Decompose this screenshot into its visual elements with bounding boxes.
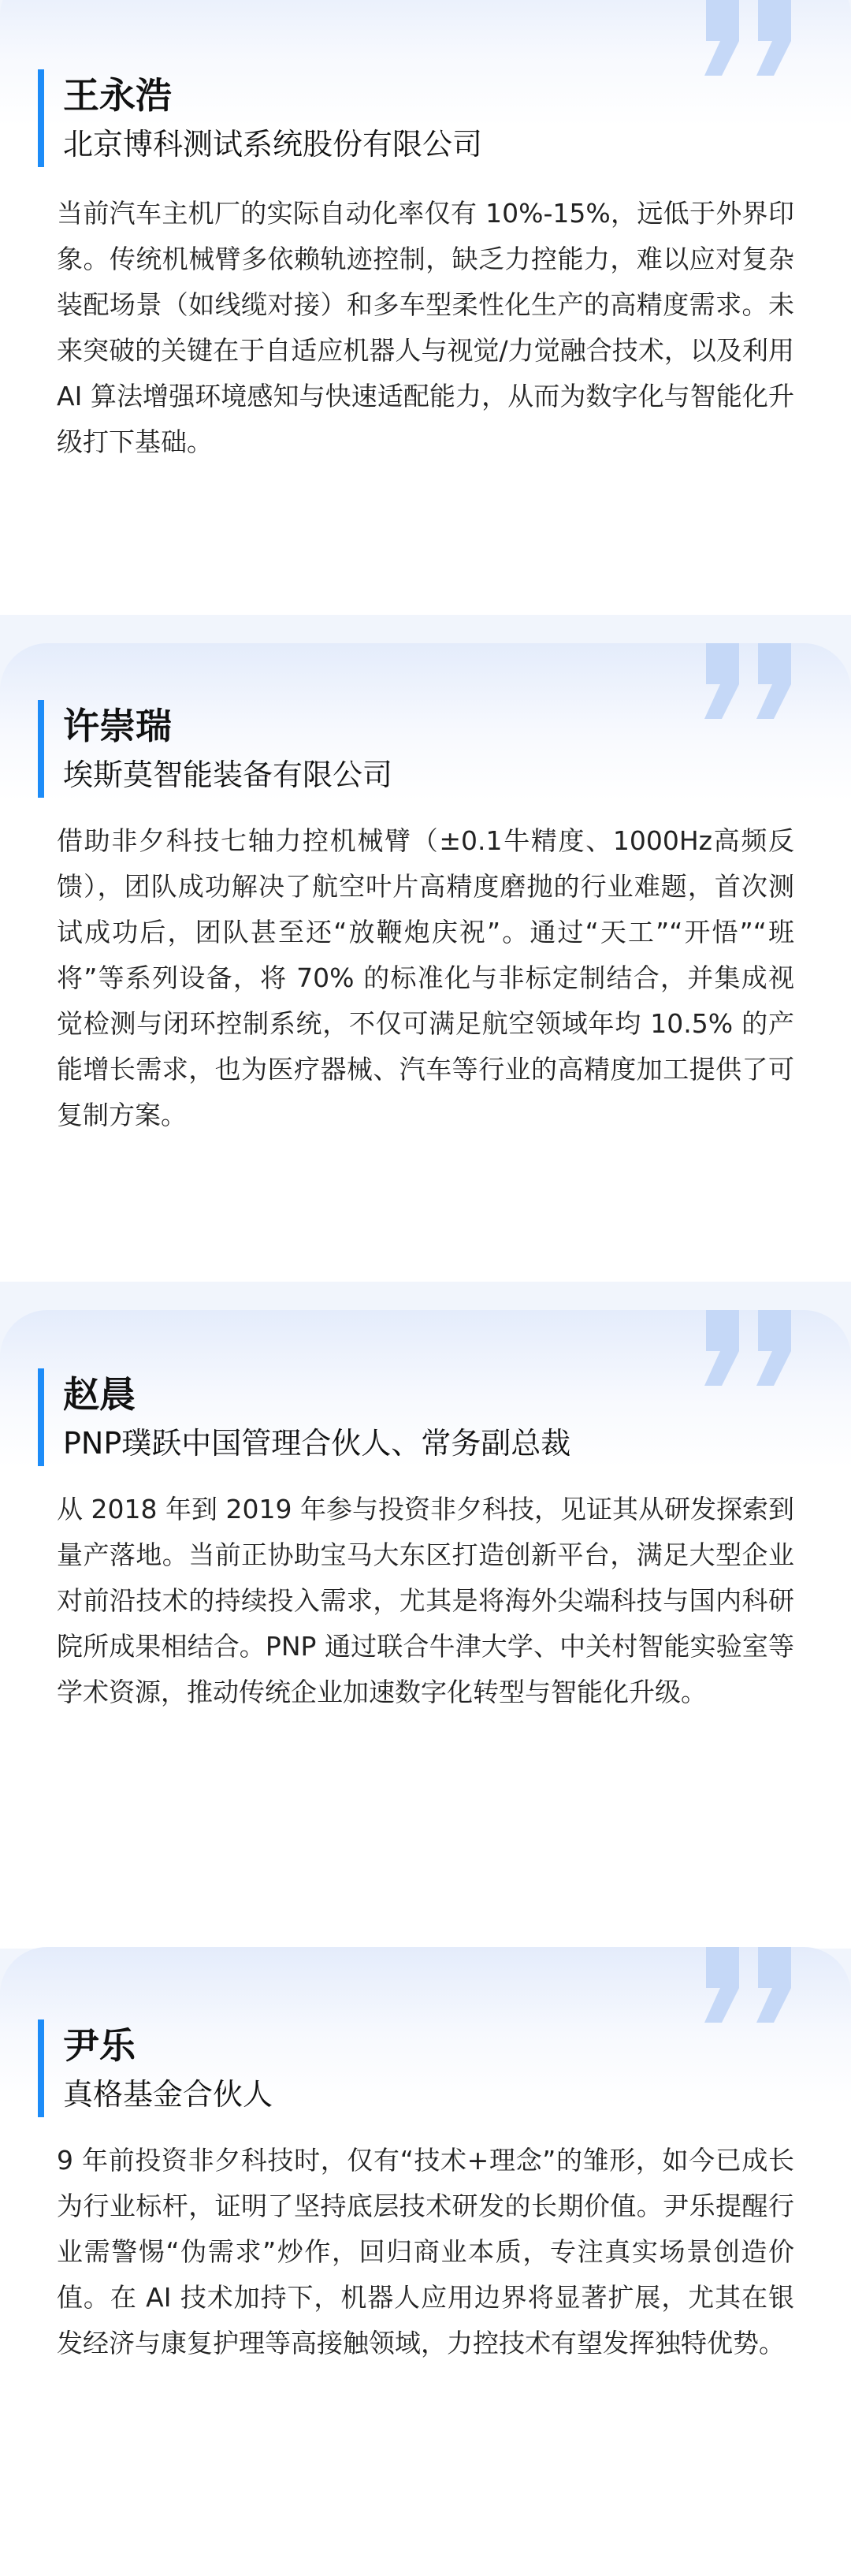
person-company: 埃斯莫智能装备有限公司: [63, 758, 393, 792]
testimonial-text: 从 2018 年到 2019 年参与投资非夕科技，见证其从研发探索到量产落地。当前正协助宝马大东区打造创新平台，满足大型企业对前沿技术的持续投入需求，尤其是将海外尖端科技与国内科研院所成果相结合。PNP 通过联合牛津大学、中关村智能实验室等学术资源，推动传统企业加速数字化转型与智能化升级。: [57, 1494, 794, 1707]
name-block: [38, 700, 772, 798]
person-name: 尹乐: [63, 2024, 136, 2067]
person-name: 赵晨: [63, 1373, 136, 1416]
name-block: [38, 1368, 772, 1466]
name-block: [38, 2019, 772, 2117]
testimonial-card: [0, 0, 851, 615]
name-block: [38, 69, 772, 167]
testimonial-text: 9 年前投资非夕科技时，仅有“技术+理念”的雏形，如今已成长为行业标杆，证明了坚持底层技术研发的长期价值。尹乐提醒行业需警惕“伪需求”炒作，回归商业本质，专注真实场景创造价值。在 AI 技术加持下，机器人应用边界将显著扩展，尤其在银发经济与康复护理等高接触领域，力控技术有望发挥独特优势。: [57, 2145, 794, 2358]
testimonial-card: [0, 1947, 851, 2576]
testimonial-card: [0, 1310, 851, 1949]
testimonial-text: 当前汽车主机厂的实际自动化率仅有 10%-15%，远低于外界印象。传统机械臂多依赖轨迹控制，缺乏力控能力，难以应对复杂装配场景（如线缆对接）和多车型柔性化生产的高精度需求。未来突破的关键在于自适应机器人与视觉/力觉融合技术，以及利用 AI 算法增强环境感知与快速适配能力，从而为数字化与智能化升级打下基础。: [57, 198, 794, 457]
testimonial-card: [0, 643, 851, 1282]
person-company: 北京博科测试系统股份有限公司: [63, 127, 483, 162]
testimonial-text: 借助非夕科技七轴力控机械臂（±0.1牛精度、1000Hz高频反馈），团队成功解决了航空叶片高精度磨抛的行业难题，首次测试成功后，团队甚至还“放鞭炮庆祝”。通过“天工”“开悟”“班将”等系列设备，将 70% 的标准化与非标定制结合，并集成视觉检测与闭环控制系统，不仅可满足航空领域年均 10.5% 的产能增长需求，也为医疗器械、汽车等行业的高精度加工提供了可复制方案。: [57, 825, 794, 1130]
person-company: PNP璞跃中国管理合伙人、常务副总裁: [63, 1426, 571, 1461]
person-company: 真格基金合伙人: [63, 2077, 273, 2112]
person-name: 许崇瑞: [63, 705, 172, 747]
person-name: 王永浩: [63, 74, 172, 117]
